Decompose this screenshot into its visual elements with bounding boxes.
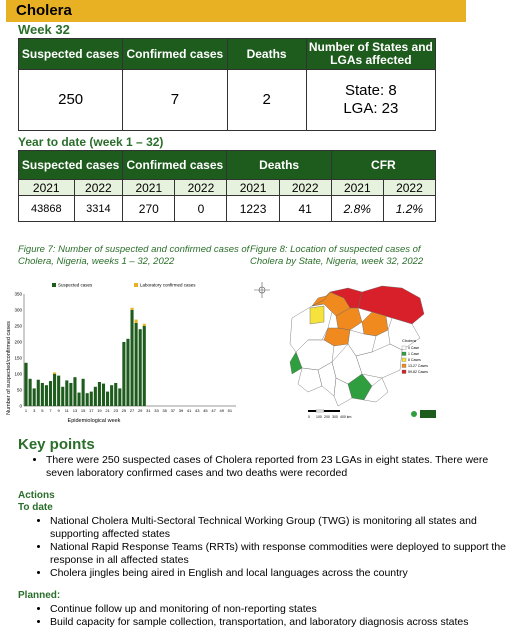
ytd-value: 3314 <box>74 196 123 222</box>
scale-label: 200 <box>324 415 330 419</box>
ytd-table <box>18 150 436 222</box>
map-legend-label: 0 Case <box>408 346 420 350</box>
planned-title: Planned: <box>18 590 61 601</box>
bar-suspected <box>61 387 64 406</box>
bar-suspected <box>110 385 113 406</box>
bar-suspected <box>118 388 121 406</box>
bar-suspected <box>45 385 48 406</box>
to-date-list <box>34 515 512 580</box>
bar-suspected <box>37 380 40 406</box>
bar-suspected <box>90 392 93 406</box>
x-tick-label: 23 <box>113 408 118 413</box>
map-legend-label: 13-27 Cases <box>408 364 428 368</box>
state-region <box>362 312 388 336</box>
bar-suspected <box>82 379 85 406</box>
bar-suspected <box>41 383 44 406</box>
list-item: • Build capacity for sample collection, transportation, and laboratory diagnosis across states <box>50 616 512 629</box>
map-legend-label: 1 Case <box>408 352 420 356</box>
legend-swatch <box>134 283 138 287</box>
y-tick-label: 150 <box>14 355 22 361</box>
header-suspected: Suspected cases <box>19 39 123 70</box>
x-axis-label: Epidemiological week <box>67 418 121 424</box>
ncdc-logo <box>411 410 436 418</box>
map-legend-swatch <box>402 358 406 362</box>
x-tick-label: 33 <box>154 408 159 413</box>
bar-suspected <box>86 393 89 406</box>
y-tick-label: 300 <box>14 307 22 313</box>
legend-label: Suspected cases <box>58 282 93 288</box>
x-tick-label: 5 <box>41 408 44 413</box>
figure7-caption: Figure 7: Number of suspected and confirmed cases of Cholera, Nigeria, weeks 1 – 32, 2022 <box>18 244 250 267</box>
planned-list <box>34 603 512 629</box>
nigeria-map <box>252 278 442 424</box>
x-tick-label: 17 <box>89 408 94 413</box>
legend-swatch <box>52 283 56 287</box>
y-tick-label: 250 <box>14 323 22 329</box>
bar-suspected <box>33 388 36 406</box>
states-count: State: 8 <box>345 82 397 99</box>
map-legend-swatch <box>402 364 406 368</box>
scale-label: 100 <box>316 415 322 419</box>
x-tick-label: 43 <box>195 408 200 413</box>
bar-suspected <box>126 339 129 406</box>
year-cell: 2021 <box>331 180 383 196</box>
x-tick-label: 35 <box>162 408 167 413</box>
scale-label: 400 km <box>340 415 352 419</box>
bar-suspected <box>143 326 146 406</box>
list-item: • National Cholera Multi-Sectoral Technical Working Group (TWG) is monitoring all states and supporting affected states <box>50 515 512 541</box>
bar-suspected <box>77 393 80 406</box>
bar-suspected <box>98 382 101 406</box>
year-cell: 2021 <box>123 180 175 196</box>
bar-suspected <box>139 329 142 406</box>
confirmed-value: 7 <box>123 70 227 131</box>
x-tick-label: 31 <box>146 408 151 413</box>
deaths-value: 2 <box>227 70 306 131</box>
map-scale-bar <box>308 410 352 419</box>
ytd-header-cfr: CFR <box>331 151 435 180</box>
list-item: • National Rapid Response Teams (RRTs) with response commodities were deployed to support the response in all affected states <box>50 541 512 567</box>
x-tick-label: 37 <box>170 408 176 413</box>
x-tick-label: 21 <box>105 408 110 413</box>
x-tick-label: 3 <box>33 408 36 413</box>
y-tick-label: 0 <box>19 403 22 409</box>
bar-confirmed <box>135 320 138 323</box>
ytd-header-confirmed: Confirmed cases <box>123 151 227 180</box>
bar-confirmed <box>143 324 146 326</box>
bar-suspected <box>49 381 52 406</box>
ytd-value: 270 <box>123 196 175 222</box>
actions-title: Actions <box>18 490 55 501</box>
ytd-value: 43868 <box>19 196 75 222</box>
lga-count: LGA: 23 <box>343 100 399 117</box>
x-tick-label: 49 <box>219 408 224 413</box>
x-tick-label: 51 <box>227 408 233 413</box>
bar-confirmed <box>130 308 133 310</box>
x-tick-label: 25 <box>121 408 127 413</box>
bar-suspected <box>53 374 56 406</box>
key-points-list <box>30 454 512 480</box>
x-tick-label: 29 <box>137 408 143 413</box>
bar-suspected <box>69 383 72 406</box>
section-banner: Cholera <box>6 0 466 22</box>
year-cell: 2021 <box>19 180 75 196</box>
x-tick-label: 7 <box>49 408 52 413</box>
year-cell: 2022 <box>74 180 123 196</box>
list-item: • Cholera jingles being aired in English and local languages across the country <box>50 567 512 580</box>
y-tick-label: 100 <box>14 371 22 377</box>
map-legend-label: 59-82 Cases <box>408 370 428 374</box>
bar-suspected <box>73 377 76 406</box>
bar-suspected <box>102 384 105 406</box>
ytd-value: 0 <box>175 196 227 222</box>
suspected-value: 250 <box>19 70 123 131</box>
figure8-caption: Figure 8: Location of suspected cases of Cholera by State, Nigeria, week 32, 2022 <box>250 244 424 267</box>
map-legend-title: Cholera <box>402 338 417 343</box>
bar-suspected <box>114 383 117 406</box>
y-tick-label: 350 <box>14 291 22 297</box>
compass-icon <box>254 282 270 298</box>
ytd-value: 2.8% <box>331 196 383 222</box>
x-tick-label: 1 <box>24 408 28 413</box>
x-tick-label: 41 <box>186 408 192 413</box>
states-lga-value <box>306 70 435 131</box>
legend-label: Laboratory confirmed cases <box>140 282 196 288</box>
map-legend-label: 8 Cases <box>408 358 421 362</box>
ytd-header-suspected: Suspected cases <box>19 151 123 180</box>
ytd-header-deaths: Deaths <box>227 151 331 180</box>
week-heading: Week 32 <box>18 22 70 37</box>
x-tick-label: 13 <box>72 408 78 413</box>
y-axis-label: Number of suspected/confirmed cases <box>6 321 12 415</box>
x-tick-label: 27 <box>129 408 135 413</box>
x-tick-label: 15 <box>80 408 86 413</box>
list-item: • There were 250 suspected cases of Cholera reported from 23 LGAs in eight states. There were seven laboratory confirmed cases and two deaths were recorded <box>46 454 512 480</box>
to-date-title: To date <box>18 502 53 513</box>
week-table <box>18 38 436 131</box>
bar-confirmed <box>53 372 56 374</box>
year-cell: 2021 <box>227 180 279 196</box>
header-states-lgas: Number of States and LGAs affected <box>306 39 435 70</box>
x-tick-label: 11 <box>64 408 69 413</box>
header-deaths: Deaths <box>227 39 306 70</box>
header-confirmed: Confirmed cases <box>123 39 227 70</box>
y-tick-label: 200 <box>14 339 22 345</box>
ytd-value: 1.2% <box>383 196 435 222</box>
scale-label: 300 <box>332 415 338 419</box>
list-item: • Continue follow up and monitoring of non-reporting states <box>50 603 512 616</box>
year-cell: 2022 <box>383 180 435 196</box>
x-tick-label: 47 <box>211 408 216 413</box>
cholera-bar-chart <box>4 280 244 430</box>
y-tick-label: 50 <box>16 387 22 393</box>
bar-suspected <box>135 323 138 406</box>
x-tick-label: 45 <box>203 408 208 413</box>
bar-suspected <box>57 376 60 406</box>
x-tick-label: 19 <box>97 408 102 413</box>
map-legend-swatch <box>402 370 406 374</box>
bar-suspected <box>65 380 68 406</box>
map-legend-swatch <box>402 352 406 356</box>
x-tick-label: 9 <box>57 408 60 413</box>
year-cell: 2022 <box>175 180 227 196</box>
ytd-value: 1223 <box>227 196 279 222</box>
bar-suspected <box>29 379 32 406</box>
ytd-heading: Year to date (week 1 – 32) <box>18 135 164 149</box>
map-legend-swatch <box>402 346 406 350</box>
state-region <box>310 306 324 324</box>
bar-suspected <box>130 310 133 406</box>
x-tick-label: 39 <box>178 408 184 413</box>
bar-suspected <box>106 392 109 406</box>
bar-suspected <box>122 342 125 406</box>
scale-label: 0 <box>308 415 310 419</box>
bar-suspected <box>94 387 97 406</box>
year-cell: 2022 <box>279 180 331 196</box>
key-points-title: Key points <box>18 436 95 453</box>
bar-suspected <box>24 363 27 406</box>
ytd-value: 41 <box>279 196 331 222</box>
